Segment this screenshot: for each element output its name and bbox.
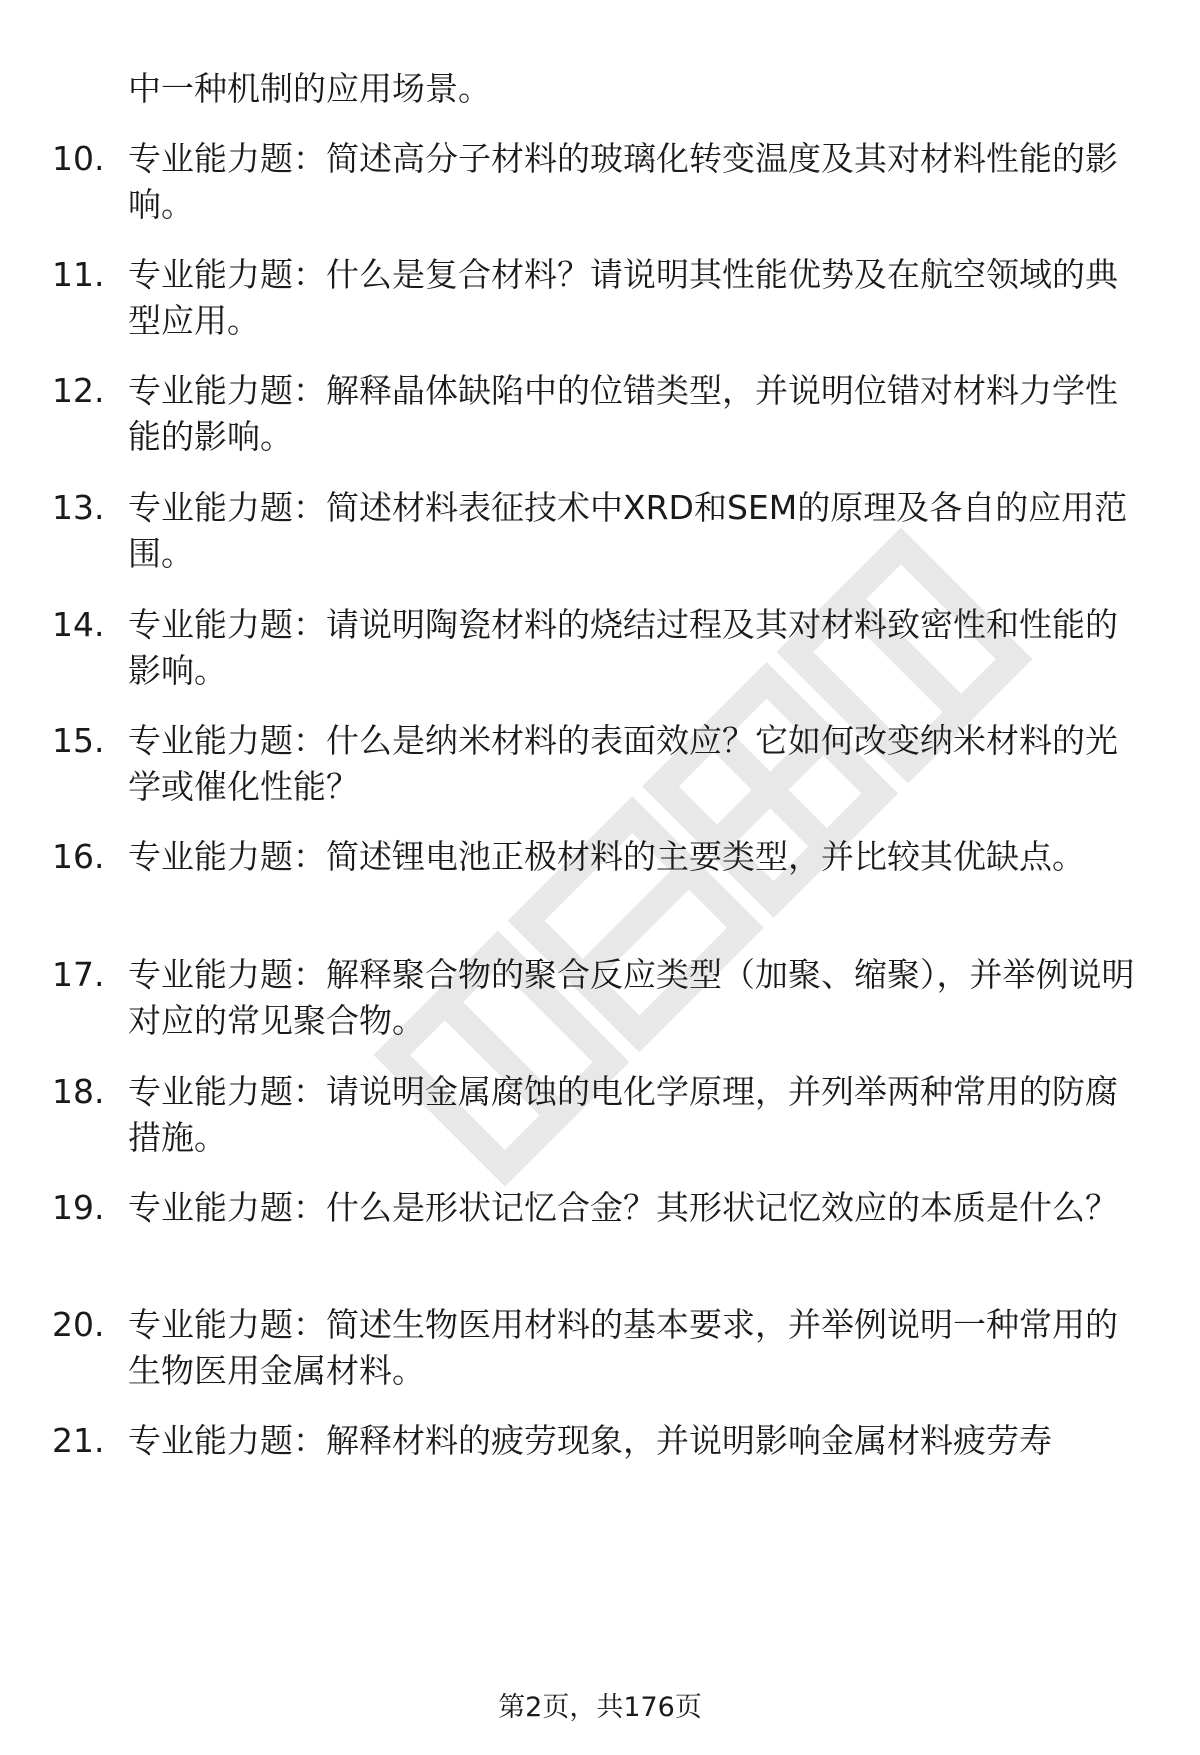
item-number: 11. [52,255,105,294]
item-number: 12. [52,371,105,410]
item-text: 专业能力题：简述材料表征技术中XRD和SEM的原理及各自的应用范围。 [128,488,1128,573]
item-text: 专业能力题：简述锂电池正极材料的主要类型，并比较其优缺点。 [128,837,1085,876]
item-text: 专业能力题：请说明金属腐蚀的电化学原理，并列举两种常用的防腐措施。 [128,1072,1118,1157]
item-number: 13. [52,488,105,527]
item-number: 10. [52,139,105,178]
item-number: 20. [52,1305,105,1344]
item-number: 17. [52,955,105,994]
continuation-text: 中一种机制的应用场景。 [128,69,491,108]
item-number: 14. [52,605,105,644]
item-text: 专业能力题：解释晶体缺陷中的位错类型，并说明位错对材料力学性能的影响。 [128,371,1118,456]
item-text: 专业能力题：简述生物医用材料的基本要求，并举例说明一种常用的生物医用金属材料。 [128,1305,1118,1390]
page-number-footer: 第2页，共176页 [498,1692,702,1723]
item-text: 专业能力题：请说明陶瓷材料的烧结过程及其对材料致密性和性能的影响。 [128,605,1118,690]
item-text: 专业能力题：什么是纳米材料的表面效应？它如何改变纳米材料的光学或催化性能？ [128,721,1118,806]
item-number: 16. [52,837,105,876]
item-number: 15. [52,721,105,760]
item-text: 专业能力题：简述高分子材料的玻璃化转变温度及其对材料性能的影响。 [128,139,1118,224]
item-text: 专业能力题：解释材料的疲劳现象，并说明影响金属材料疲劳寿 [128,1421,1052,1460]
item-number: 18. [52,1072,105,1111]
item-number: 19. [52,1188,105,1227]
item-text: 专业能力题：什么是复合材料？请说明其性能优势及在航空领域的典型应用。 [128,255,1118,340]
item-text: 专业能力题：解释聚合物的聚合反应类型（加聚、缩聚），并举例说明对应的常见聚合物。 [128,955,1135,1040]
item-number: 21. [52,1421,105,1460]
item-text: 专业能力题：什么是形状记忆合金？其形状记忆效应的本质是什么？ [128,1188,1118,1227]
